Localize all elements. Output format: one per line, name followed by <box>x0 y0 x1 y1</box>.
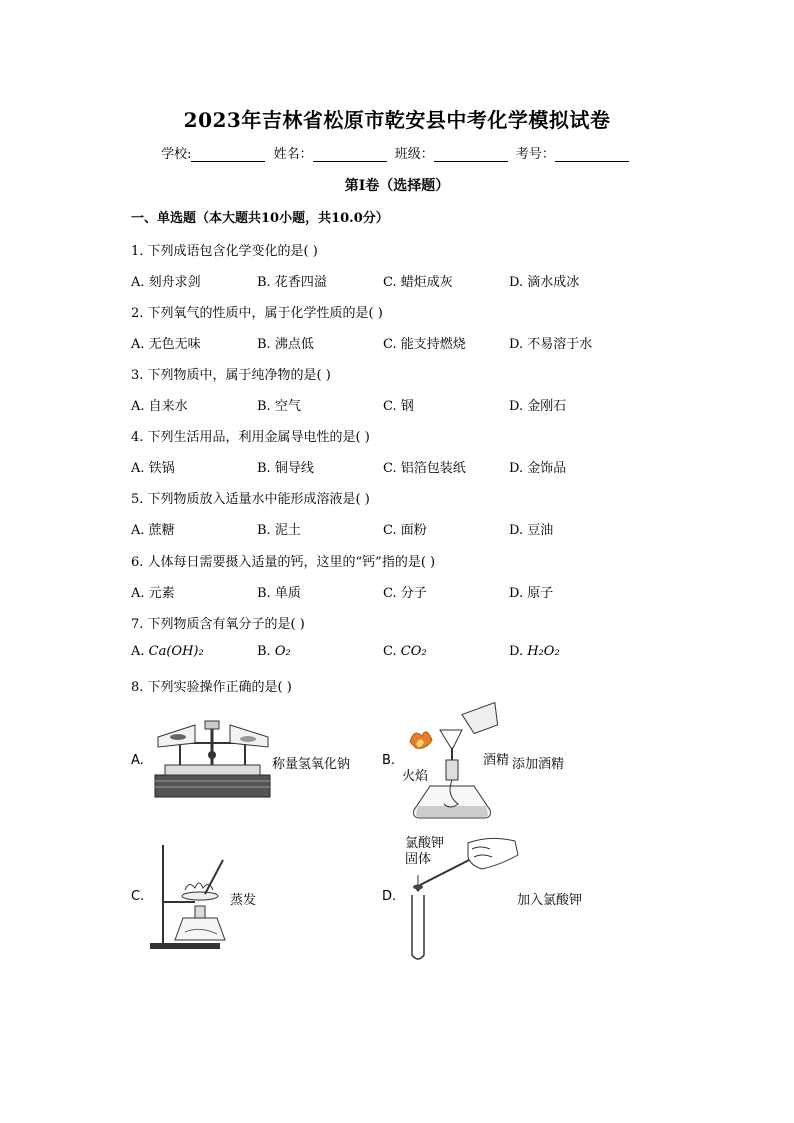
option-1c[interactable]: C. 蜡炬成灰 <box>383 275 453 290</box>
balance-figure <box>150 715 275 800</box>
option-6b[interactable]: B. 单质 <box>257 586 301 601</box>
option-7b-letter: B. <box>257 644 275 659</box>
name-label: 姓名： <box>273 147 313 162</box>
figure-b-letter[interactable]: B. <box>382 753 396 768</box>
part-title: 一、单选题（本大题共10小题，共10.0分） <box>131 211 389 226</box>
option-5c[interactable]: C. 面粉 <box>383 523 427 538</box>
figure-d-caption: 加入氯酸钾 <box>517 893 583 908</box>
question-7: 7. 下列物质含有氧分子的是( ) <box>131 617 305 632</box>
option-1a[interactable]: A. 刻舟求剑 <box>131 275 201 290</box>
option-1b[interactable]: B. 花香四溢 <box>257 275 327 290</box>
option-7a[interactable] <box>131 644 204 659</box>
option-2b[interactable]: B. 沸点低 <box>257 337 314 352</box>
question-6: 6. 人体每日需要摄入适量的钙，这里的“钙”指的是( ) <box>131 555 436 570</box>
question-5: 5. 下列物质放入适量水中能形成溶液是( ) <box>131 492 370 507</box>
option-3c[interactable]: C. 钢 <box>383 399 414 414</box>
number-blank[interactable] <box>555 147 629 162</box>
option-7a-letter: A. <box>131 644 149 659</box>
figure-c-letter[interactable]: C. <box>131 889 145 904</box>
option-4c[interactable]: C. 铝箔包装纸 <box>383 461 466 476</box>
figure-a-caption: 称量氢氧化钠 <box>272 757 351 772</box>
name-blank[interactable] <box>313 147 387 162</box>
option-3d[interactable]: D. 金刚石 <box>509 399 567 414</box>
number-label: 考号： <box>515 147 555 162</box>
figure-a-letter[interactable]: A. <box>131 753 144 768</box>
figure-d-reagent-label-2: 固体 <box>405 852 432 867</box>
option-4a[interactable]: A. 铁锅 <box>131 461 175 476</box>
question-1: 1. 下列成语包含化学变化的是( ) <box>131 244 318 259</box>
figure-d-letter[interactable]: D. <box>382 889 397 904</box>
formula-7c: CO₂ <box>400 644 427 659</box>
option-5d[interactable]: D. 豆油 <box>509 523 554 538</box>
option-6a[interactable]: A. 元素 <box>131 586 175 601</box>
class-label: 班级： <box>394 147 434 162</box>
option-3a[interactable]: A. 自来水 <box>131 399 188 414</box>
test-tube-figure <box>400 835 525 965</box>
option-1d[interactable]: D. 滴水成冰 <box>509 275 580 290</box>
option-6d[interactable]: D. 原子 <box>509 586 554 601</box>
option-5a[interactable]: A. 蔗糖 <box>131 523 175 538</box>
figure-b-flame-label: 火焰 <box>402 769 429 784</box>
option-5b[interactable]: B. 泥土 <box>257 523 301 538</box>
student-info-line <box>0 143 794 162</box>
exam-title: 2023年吉林省松原市乾安县中考化学模拟试卷 <box>183 108 611 132</box>
figure-b-alcohol-label: 酒精 <box>483 753 510 768</box>
option-4b[interactable]: B. 铜导线 <box>257 461 314 476</box>
option-7c-letter: C. <box>383 644 401 659</box>
option-4d[interactable]: D. 金饰品 <box>509 461 567 476</box>
question-4: 4. 下列生活用品，利用金属导电性的是( ) <box>131 430 370 445</box>
option-2a[interactable]: A. 无色无味 <box>131 337 201 352</box>
formula-7a: Ca(OH)₂ <box>148 644 204 659</box>
question-3: 3. 下列物质中，属于纯净物的是( ) <box>131 368 331 383</box>
formula-7d: H₂O₂ <box>527 644 560 659</box>
section-title: 第I卷（选择题） <box>344 178 450 194</box>
figure-d-reagent-label-1: 氯酸钾 <box>405 836 445 851</box>
option-7b[interactable] <box>257 644 291 659</box>
option-7c[interactable] <box>383 644 427 659</box>
question-8: 8. 下列实验操作正确的是( ) <box>131 680 292 695</box>
school-blank[interactable] <box>191 147 265 162</box>
class-blank[interactable] <box>434 147 508 162</box>
figure-b-caption: 添加酒精 <box>512 757 565 772</box>
question-2: 2. 下列氧气的性质中，属于化学性质的是( ) <box>131 306 383 321</box>
school-label: 学校: <box>161 147 192 162</box>
option-6c[interactable]: C. 分子 <box>383 586 427 601</box>
figure-c-caption: 蒸发 <box>230 893 257 908</box>
evaporation-figure <box>145 840 230 955</box>
option-2d[interactable]: D. 不易溶于水 <box>509 337 593 352</box>
option-3b[interactable]: B. 空气 <box>257 399 301 414</box>
option-7d-letter: D. <box>509 644 528 659</box>
option-7d[interactable] <box>509 644 560 659</box>
option-2c[interactable]: C. 能支持燃烧 <box>383 337 466 352</box>
formula-7b: O₂ <box>274 644 291 659</box>
